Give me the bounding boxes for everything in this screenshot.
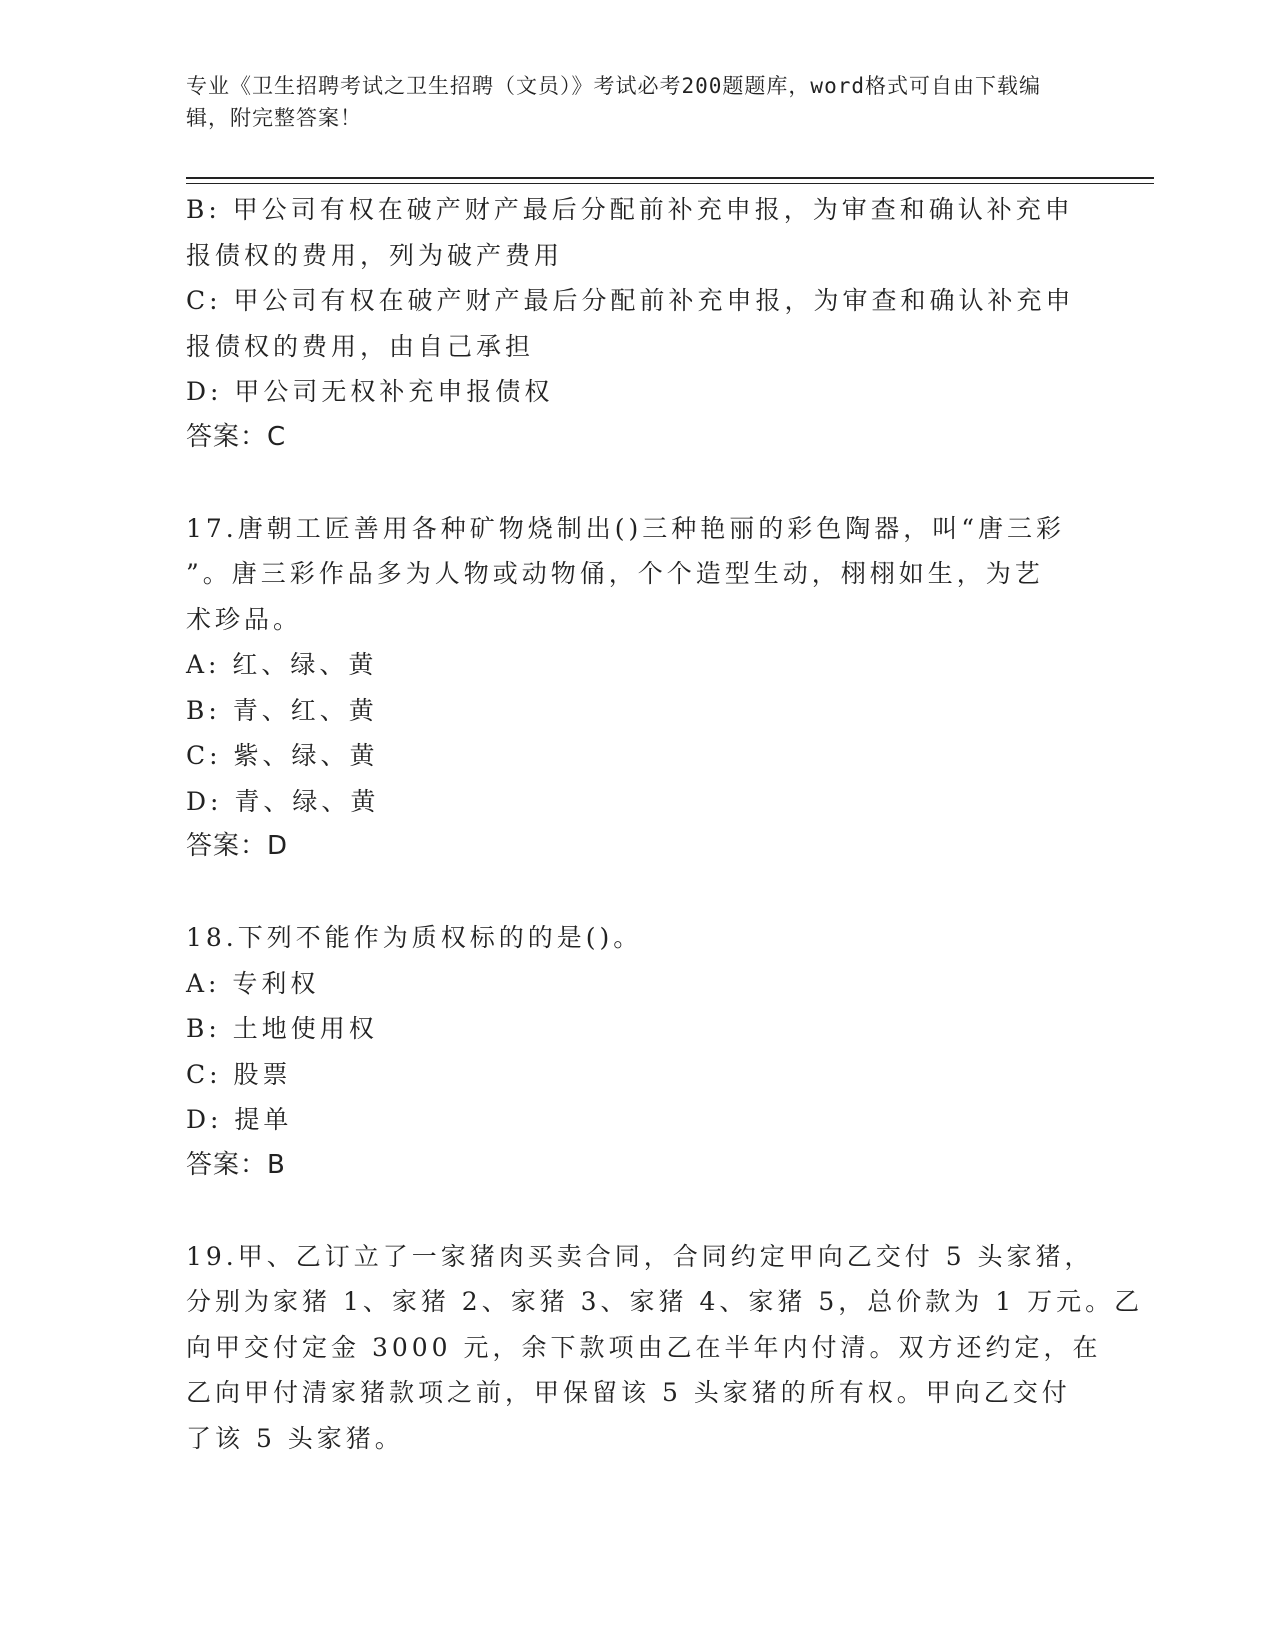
question-17-answer: 答案：D [186,831,289,861]
question-19-stem-line-2: 分别为家猪 1、家猪 2、家猪 3、家猪 4、家猪 5，总价款为 1 万元。乙 [186,1287,1144,1316]
spacer [186,1188,1086,1234]
question-17-stem-line-1: 17.唐朝工匠善用各种矿物烧制出()三种艳丽的彩色陶器，叫“唐三彩 [186,513,1066,543]
question-19-stem-line-5: 了该 5 头家猪。 [186,1423,404,1453]
question-17-stem-line-2: ”。唐三彩作品多为人物或动物俑，个个造型生动，栩栩如生，为艺 [186,559,1044,588]
question-18-stem: 18.下列不能作为质权标的的是()。 [186,923,643,952]
question-18-answer: 答案：B [186,1149,286,1180]
question-19-stem-line-3: 向甲交付定金 3000 元，余下款项由乙在半年内付清。双方还约定，在 [186,1332,1102,1362]
question-19-stem-line-4: 乙向甲付清家猪款项之前，甲保留该 5 头家猪的所有权。甲向乙交付 [186,1378,1071,1407]
answer: 答案：C [186,421,287,452]
option-b-line-2: 报债权的费用，列为破产费用 [186,240,564,270]
question-17-option-c: C: 紫、绿、黄 [186,741,379,770]
question-18-option-a: A: 专利权 [186,968,320,998]
question-17-option-b: B: 青、红、黄 [186,695,378,725]
document-header: 专业《卫生招聘考试之卫生招聘（文员）》考试必考200题题库，word格式可自由下载编辑，附完整答案！ [186,74,1041,130]
header-rule-thin [186,183,1154,184]
question-18-option-c: C: 股票 [186,1059,292,1089]
spacer [186,460,1086,506]
question-17-option-d: D: 青、绿、黄 [186,786,380,816]
question-17-stem-line-3: 术珍品。 [186,604,303,634]
question-19-stem-line-1: 19.甲、乙订立了一家猪肉买卖合同，合同约定甲向乙交付 5 头家猪， [186,1241,1094,1271]
document-body [186,187,1144,1461]
question-17-option-a: A: 红、绿、黄 [186,650,378,679]
option-c-line-2: 报债权的费用，由自己承担 [186,331,535,361]
question-18-option-d: D: 提单 [186,1105,293,1134]
question-18-option-b: B: 土地使用权 [186,1014,378,1043]
option-d: D: 甲公司无权补充申报债权 [186,377,554,406]
option-b-line-1: B: 甲公司有权在破产财产最后分配前补充申报，为审查和确认补充申 [186,195,1074,224]
header-rule-thick [186,177,1154,179]
spacer [186,870,1086,916]
option-c-line-1: C: 甲公司有权在破产财产最后分配前补充申报，为审查和确认补充申 [186,286,1075,315]
